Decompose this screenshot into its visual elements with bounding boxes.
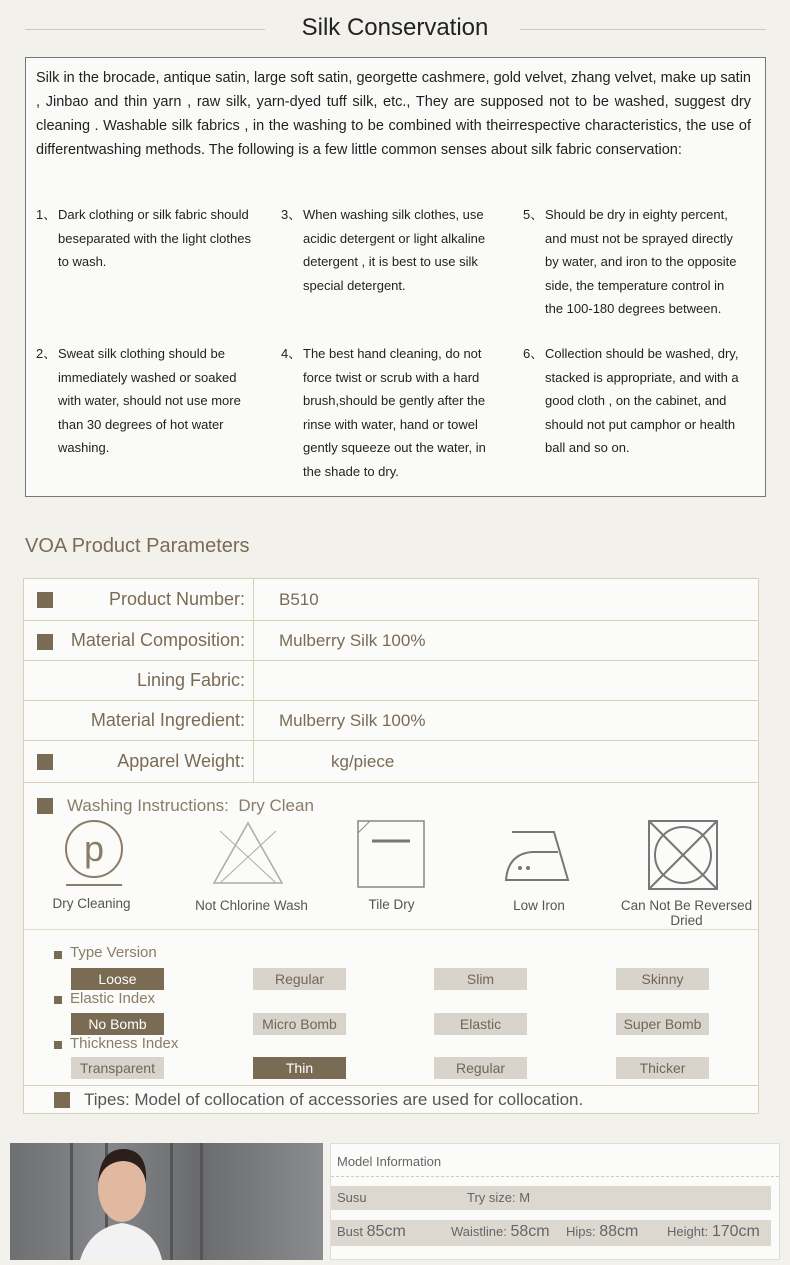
dry-clean-icon xyxy=(62,819,126,887)
bullet-icon xyxy=(54,1092,70,1108)
param-row: Apparel Weight: kg/piece xyxy=(24,741,758,783)
thickness-option-transparent[interactable]: Transparent xyxy=(71,1057,164,1079)
washing-value: Dry Clean xyxy=(238,796,314,815)
model-name-bar xyxy=(331,1186,771,1210)
low-iron-icon xyxy=(502,824,574,884)
param-row: Product Number: B510 xyxy=(24,579,758,621)
model-try-size: Try size: M xyxy=(467,1190,531,1205)
type-option-skinny[interactable]: Skinny xyxy=(616,968,709,990)
tile-dry-icon xyxy=(356,819,426,889)
model-info xyxy=(330,1143,780,1260)
elastic-option-elastic[interactable]: Elastic xyxy=(434,1013,527,1035)
height-value: 170cm xyxy=(711,1223,760,1240)
type-version-label: Type Version xyxy=(70,944,157,961)
waist-label: Waistline: xyxy=(451,1224,507,1239)
care-tip: 3、 When washing silk clothes, use acidic detergent or light alkaline detergent , it is best to use silk special detergent. xyxy=(281,207,486,293)
care-tip: 5、 Should be dry in eighty percent, and must not be sprayed directly by water, and iron to the opposite side, the temperature control in the 100-180 degrees between. xyxy=(523,207,737,316)
bust-label: Bust xyxy=(337,1224,364,1239)
height-label: Height: xyxy=(667,1224,709,1239)
care-tip: 1、 Dark clothing or silk fabric should beseparated with the light clothes to wash. xyxy=(36,207,251,269)
bust-value: 85cm xyxy=(366,1223,406,1240)
elastic-option-no-bomb[interactable]: No Bomb xyxy=(71,1013,164,1035)
wash-label: Not Chlorine Wash xyxy=(195,898,308,913)
param-row: Material Composition: Mulberry Silk 100% xyxy=(24,621,758,661)
wash-label: Can Not Be Reversed Dried xyxy=(620,898,753,928)
thickness-option-regular[interactable]: Regular xyxy=(434,1057,527,1079)
elastic-index-label: Elastic Index xyxy=(70,990,156,1007)
care-tip: 6、 Collection should be washed, dry, stacked is appropriate, and with a good cloth , on the cabinet, and should not put camphor or health ball and so on. xyxy=(523,346,739,455)
param-row: Lining Fabric: xyxy=(24,661,758,701)
hips-value: 88cm xyxy=(599,1223,639,1240)
wash-label: Dry Cleaning xyxy=(52,896,131,911)
elastic-option-micro-bomb[interactable]: Micro Bomb xyxy=(253,1013,346,1035)
no-tumble-dry-icon xyxy=(647,819,719,891)
thickness-option-thicker[interactable]: Thicker xyxy=(616,1057,709,1079)
waist-value: 58cm xyxy=(510,1223,550,1240)
care-tip: 4、 The best hand cleaning, do not force twist or scrub with a hard brush,should be gently after the rinse with water, hand or towel gently squeeze out the water, in the shade to dry. xyxy=(281,346,486,479)
bullet-icon xyxy=(54,1041,62,1049)
thickness-index-label: Thickness Index xyxy=(70,1035,179,1052)
thickness-option-thin[interactable]: Thin xyxy=(253,1057,346,1079)
elastic-option-super-bomb[interactable]: Super Bomb xyxy=(616,1013,709,1035)
model-photo xyxy=(10,1143,323,1260)
params-table xyxy=(23,578,759,1114)
bullet-icon xyxy=(54,951,62,959)
param-row: Material Ingredient: Mulberry Silk 100% xyxy=(24,701,758,741)
type-option-regular[interactable]: Regular xyxy=(253,968,346,990)
svg-text:p: p xyxy=(83,828,105,869)
bullet-icon xyxy=(54,996,62,1004)
params-title: VOA Product Parameters xyxy=(25,535,250,557)
wash-label: Low Iron xyxy=(513,898,565,913)
washing-label: Washing Instructions: xyxy=(67,796,229,815)
care-tip: 2、 Sweat silk clothing should be immediately washed or soaked with water, should not use more than 30 degrees of hot water washing. xyxy=(36,346,241,455)
no-chlorine-icon xyxy=(212,821,284,887)
model-measure-bar xyxy=(331,1220,771,1246)
type-option-loose[interactable]: Loose xyxy=(71,968,164,990)
care-box xyxy=(25,57,766,497)
wash-label: Tile Dry xyxy=(368,897,415,912)
hips-label: Hips: xyxy=(566,1224,596,1239)
care-title: Silk Conservation xyxy=(301,14,489,41)
tips-note: Tipes: Model of collocation of accessories are used for collocation. xyxy=(84,1090,584,1109)
model-info-title: Model Information xyxy=(337,1154,442,1169)
type-option-slim[interactable]: Slim xyxy=(434,968,527,990)
care-intro: Silk in the brocade, antique satin, large soft satin, georgette cashmere, gold velvet, zhang velvet, make up satin , Jinbao and thin yarn , raw silk, yarn-dyed tuff silk, etc., They are supposed not to be washed, suggest dry cleaning . Washable silk fabrics , in the washing to be combined with theirrespective characteristics, the use of differentwashing methods. The following is a few little common senses about silk fabric conservation: xyxy=(36,70,751,158)
bullet-icon xyxy=(37,798,53,814)
model-name: Susu xyxy=(337,1190,367,1205)
